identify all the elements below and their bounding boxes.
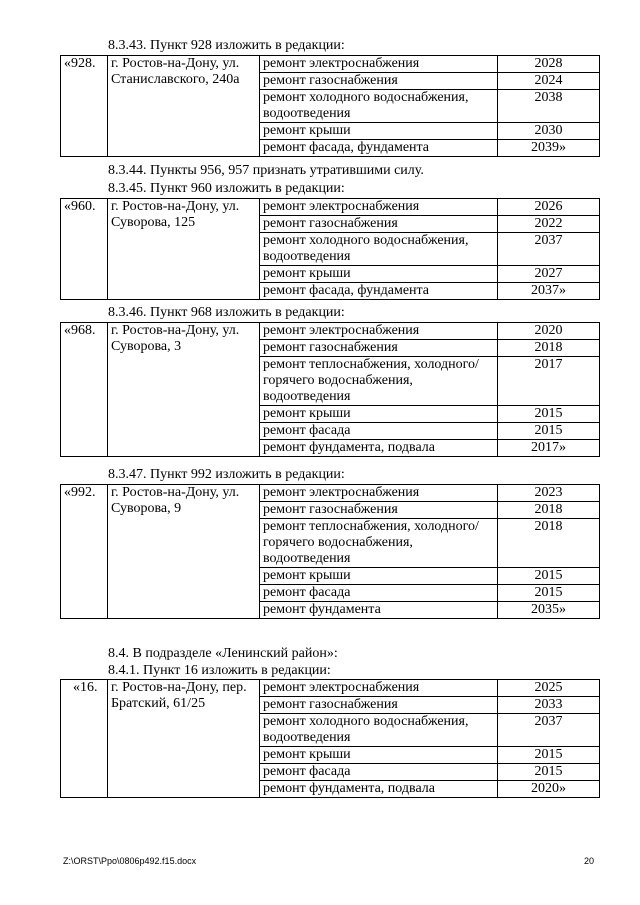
year: 2022 [498, 216, 600, 233]
section-8-3-47: 8.3.47. Пункт 992 изложить в редакции: [108, 467, 345, 482]
table-968 [60, 322, 600, 457]
work-type: ремонт фасада, фундамента [260, 283, 498, 300]
work-type: ремонт фундамента, подвала [260, 781, 498, 798]
footer-page-number: 20 [584, 856, 595, 866]
table-row [61, 199, 600, 216]
table-992 [60, 484, 600, 619]
year: 2026 [498, 199, 600, 216]
work-type: ремонт газоснабжения [260, 697, 498, 714]
year: 2027 [498, 266, 600, 283]
section-8-3-46: 8.3.46. Пункт 968 изложить в редакции: [108, 305, 345, 320]
year: 2020 [498, 323, 600, 340]
table-16 [60, 679, 600, 798]
table-row [61, 56, 600, 73]
year: 2023 [498, 485, 600, 502]
year: 2037 [498, 233, 600, 266]
year: 2039» [498, 140, 600, 157]
year: 2018 [498, 519, 600, 568]
year: 2020» [498, 781, 600, 798]
address: г. Ростов-на-Дону, ул. Суворова, 3 [108, 323, 260, 457]
year: 2015 [498, 568, 600, 585]
section-8-4-1: 8.4.1. Пункт 16 изложить в редакции: [108, 663, 331, 678]
work-type: ремонт электроснабжения [260, 323, 498, 340]
item-number: «960. [61, 199, 108, 300]
year: 2033 [498, 697, 600, 714]
work-type: ремонт холодного водоснабжения, водоотведения [260, 714, 498, 747]
year: 2017 [498, 357, 600, 406]
work-type: ремонт газоснабжения [260, 502, 498, 519]
work-type: ремонт фасада [260, 423, 498, 440]
address: г. Ростов-на-Дону, ул. Станиславского, 240а [108, 56, 260, 157]
item-number: «16. [61, 680, 108, 798]
year: 2018 [498, 340, 600, 357]
work-type: ремонт фасада, фундамента [260, 140, 498, 157]
year: 2018 [498, 502, 600, 519]
year: 2015 [498, 423, 600, 440]
work-type: ремонт холодного водоснабжения, водоотведения [260, 233, 498, 266]
year: 2015 [498, 406, 600, 423]
work-type: ремонт теплоснабжения, холодного/горячего водоснабжения, водоотведения [260, 357, 498, 406]
item-number: «992. [61, 485, 108, 619]
table-928 [60, 55, 600, 157]
work-type: ремонт электроснабжения [260, 199, 498, 216]
address: г. Ростов-на-Дону, ул. Суворова, 9 [108, 485, 260, 619]
section-8-3-43: 8.3.43. Пункт 928 изложить в редакции: [108, 38, 345, 53]
work-type: ремонт газоснабжения [260, 340, 498, 357]
work-type: ремонт крыши [260, 266, 498, 283]
year: 2028 [498, 56, 600, 73]
table-row [61, 485, 600, 502]
address: г. Ростов-на-Дону, ул. Суворова, 125 [108, 199, 260, 300]
table-960 [60, 198, 600, 300]
year: 2017» [498, 440, 600, 457]
item-number: «968. [61, 323, 108, 457]
work-type: ремонт газоснабжения [260, 73, 498, 90]
work-type: ремонт фасада [260, 585, 498, 602]
year: 2024 [498, 73, 600, 90]
section-8-3-44: 8.3.44. Пункты 956, 957 признать утратившими силу. [108, 163, 424, 178]
work-type: ремонт электроснабжения [260, 485, 498, 502]
work-type: ремонт фундамента, подвала [260, 440, 498, 457]
item-number: «928. [61, 56, 108, 157]
year: 2030 [498, 123, 600, 140]
work-type: ремонт теплоснабжения, холодного/горячего водоснабжения, водоотведения [260, 519, 498, 568]
year: 2037» [498, 283, 600, 300]
year: 2038 [498, 90, 600, 123]
year: 2015 [498, 747, 600, 764]
work-type: ремонт газоснабжения [260, 216, 498, 233]
year: 2025 [498, 680, 600, 697]
work-type: ремонт электроснабжения [260, 680, 498, 697]
section-8-4: 8.4. В подразделе «Ленинский район»: [108, 646, 338, 661]
work-type: ремонт крыши [260, 747, 498, 764]
year: 2037 [498, 714, 600, 747]
table-row [61, 680, 600, 697]
year: 2015 [498, 764, 600, 781]
address: г. Ростов-на-Дону, пер. Братский, 61/25 [108, 680, 260, 798]
year: 2015 [498, 585, 600, 602]
footer-file-path: Z:\ORST\Ppo\0806p492.f15.docx [63, 856, 197, 866]
work-type: ремонт фундамента [260, 602, 498, 619]
section-8-3-45: 8.3.45. Пункт 960 изложить в редакции: [108, 181, 345, 196]
work-type: ремонт крыши [260, 123, 498, 140]
work-type: ремонт электроснабжения [260, 56, 498, 73]
work-type: ремонт крыши [260, 406, 498, 423]
table-row [61, 323, 600, 340]
year: 2035» [498, 602, 600, 619]
work-type: ремонт фасада [260, 764, 498, 781]
work-type: ремонт холодного водоснабжения, водоотведения [260, 90, 498, 123]
work-type: ремонт крыши [260, 568, 498, 585]
